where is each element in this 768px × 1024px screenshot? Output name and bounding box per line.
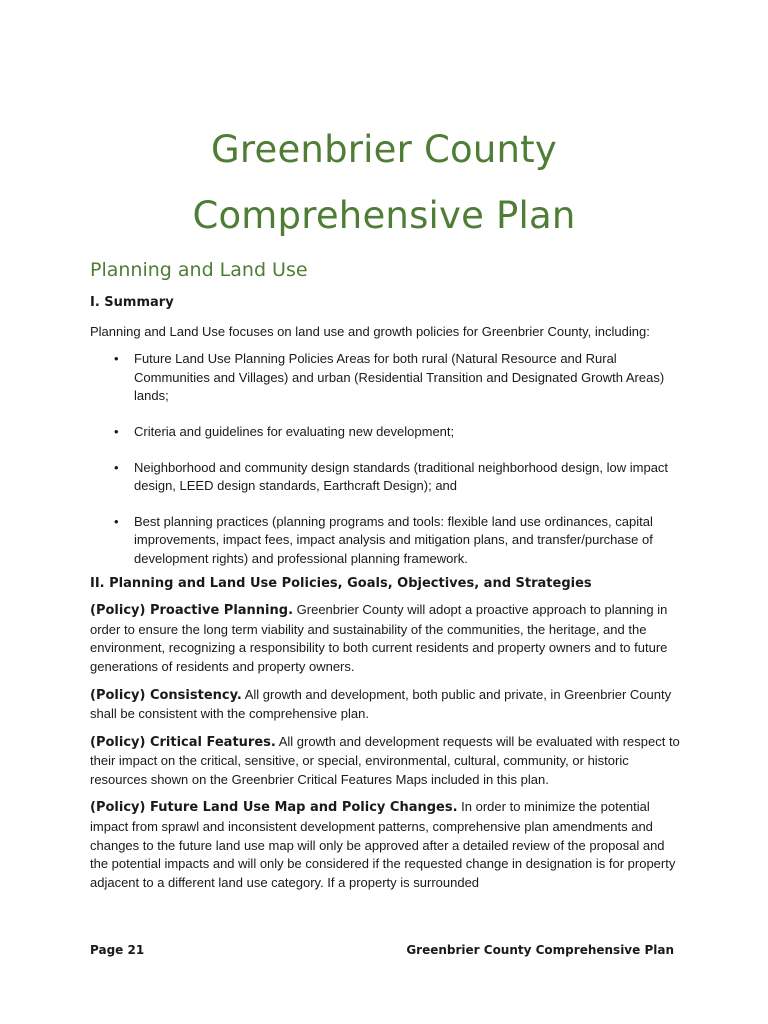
list-item <box>114 513 682 569</box>
footer-running-title: Greenbrier County Comprehensive Plan <box>406 943 674 957</box>
bullet-icon: • <box>114 351 119 367</box>
policy-lead: (Policy) Consistency. <box>90 687 242 703</box>
policy-lead: (Policy) Critical Features. <box>90 734 276 750</box>
document-title-line-1: Greenbrier County <box>211 128 557 171</box>
document-title-line-2: Comprehensive Plan <box>192 194 576 237</box>
bullet-text: Criteria and guidelines for evaluating new development; <box>134 423 455 439</box>
policy-text: Greenbrier County will adopt a proactive approach to planning in order to ensure the long term viability and sustainability of the communities, the heritage, and the environment, recognizing a responsibility to both current residents and property owners and to future generations of residents and property owners. <box>90 602 668 674</box>
list-item <box>114 350 682 406</box>
bullet-icon: • <box>114 513 119 529</box>
section-heading: Planning and Land Use <box>90 259 308 281</box>
document-body <box>90 294 682 901</box>
bullet-text: Neighborhood and community design standards (traditional neighborhood design, low impact design, LEED design standards, Earthcraft Design); and <box>134 459 669 494</box>
list-item <box>114 423 682 442</box>
policies-heading: II. Planning and Land Use Policies, Goals, Objectives, and Strategies <box>90 575 592 591</box>
summary-heading: I. Summary <box>90 295 174 310</box>
bullet-text: Future Land Use Planning Policies Areas for both rural (Natural Resource and Rural Communities and Villages) and urban (Residential Transition and Designated Growth Areas) lands; <box>134 351 665 404</box>
policy-lead: (Policy) Future Land Use Map and Policy Changes. <box>90 800 458 816</box>
policy-paragraph <box>90 601 682 676</box>
footer-page-number: Page 21 <box>90 943 145 957</box>
bullet-text: Best planning practices (planning programs and tools: flexible land use ordinances, capital improvements, impact fees, impact analysis and mitigation plans, and transfer/purchase of development rights) and professional planning framework. <box>134 513 653 566</box>
bullet-icon: • <box>114 459 119 475</box>
policy-text: In order to minimize the potential impact from sprawl and inconsistent development patterns, comprehensive plan amendments and changes to the future land use map will only be approved after a detailed review of the proposal and the potential impacts and will only be considered if the requested change in designation is for property adjacent to a different land use category. If a property is surrounded <box>90 799 676 890</box>
policy-text: All growth and development, both public and private, in Greenbrier County shall be consistent with the comprehensive plan. <box>90 686 672 722</box>
list-item <box>114 459 682 496</box>
policy-paragraph <box>90 733 682 790</box>
bullet-icon: • <box>114 423 119 439</box>
policy-paragraph <box>90 686 682 724</box>
policy-paragraph <box>90 798 682 892</box>
summary-bullet-list <box>90 350 682 568</box>
policy-lead: (Policy) Proactive Planning. <box>90 603 294 619</box>
summary-intro: Planning and Land Use focuses on land use and growth policies for Greenbrier County, including: <box>90 323 650 339</box>
policy-text: All growth and development requests will be evaluated with respect to their impact on the critical, sensitive, or special, environmental, cultural, community, or historic resources shown on the Greenbrier Critical Features Maps included in this plan. <box>90 733 680 787</box>
